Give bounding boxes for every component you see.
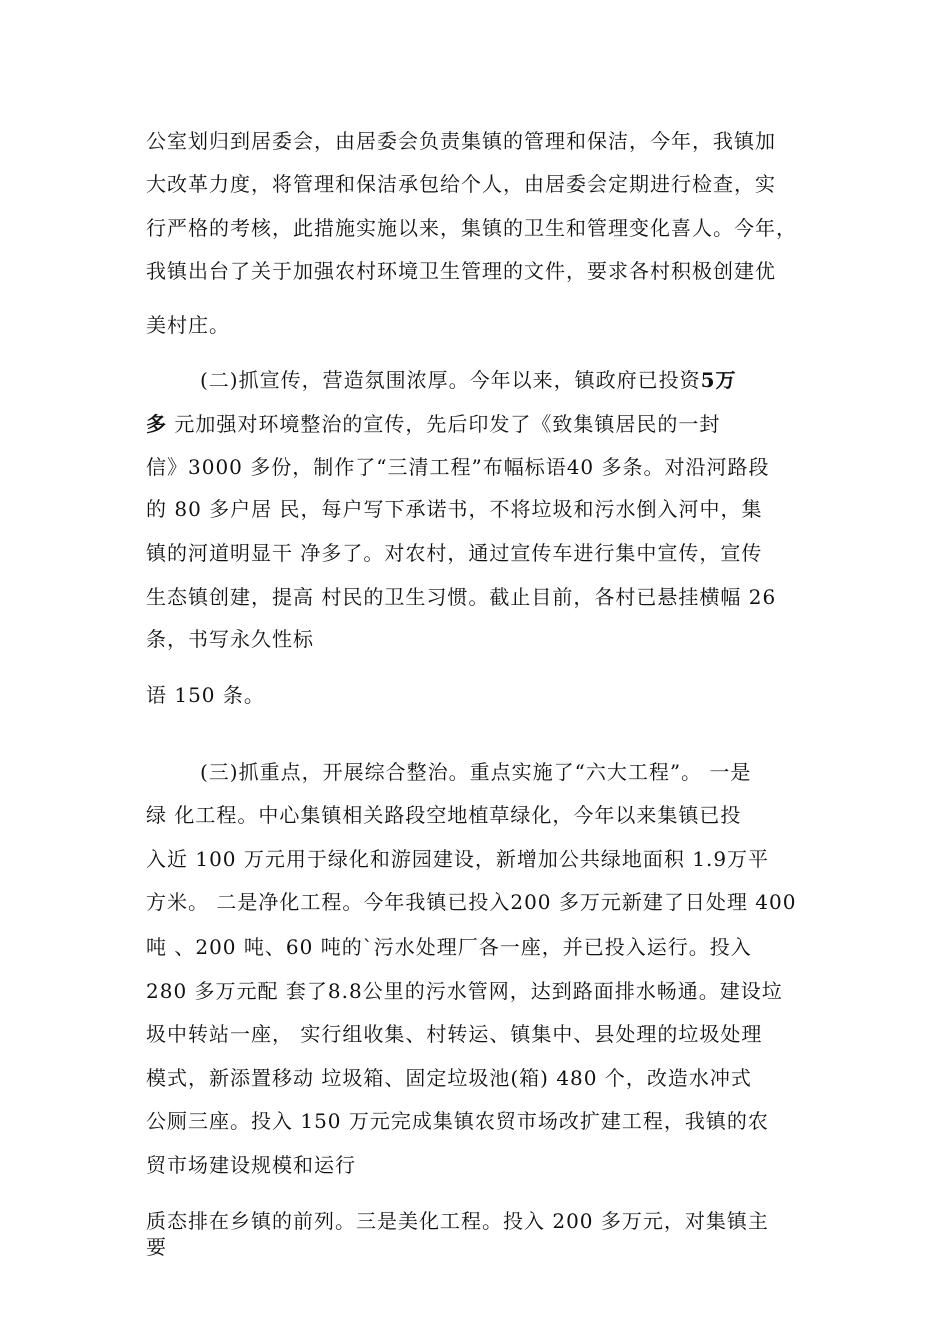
paragraph-2-start [200,368,737,392]
text-line: 模式，新添置移动 垃圾箱、固定垃圾池(箱) 480 个，改造水冲式 [146,1066,752,1090]
text-line: 美村庄。 [146,313,230,337]
text-line: 入近 100 万元用于绿化和游园建设，新增加公共绿地面积 1.9万平 [146,847,770,871]
text-line: 条，书写永久性标 [146,627,314,651]
text-segment: (二)抓宣传，营造氛围浓厚。今年以来，镇政府已投资 [200,368,701,392]
amount-highlight: 多 [146,412,167,436]
text-line: 吨 、200 吨、60 吨的`污水处理厂各一座，并已投入运行。投入 [146,935,752,959]
text-line: 公厕三座。投入 150 万元完成集镇农贸市场改扩建工程，我镇的农 [146,1109,769,1133]
text-line: 贸市场建设规模和运行 [146,1153,356,1177]
text-line: 公室划归到居委会，由居委会负责集镇的管理和保洁，今年，我镇加 [146,129,776,153]
text-line: 信》3000 多份，制作了“三清工程”布幅标语40 多条。对沿河路段 [146,455,770,479]
text-line: 大改革力度，将管理和保洁承包给个人，由居委会定期进行检查，实 [146,172,776,196]
paragraph-3-start: (三)抓重点，开展综合整治。重点实施了“六大工程”。 一是 [200,760,752,784]
text-line [146,412,720,436]
text-segment: 元加强对环境整治的宣传，先后印发了《致集镇居民的一封 [174,412,721,436]
text-line: 语 150 条。 [146,683,265,707]
text-line: 镇的河道明显干 净多了。对农村，通过宣传车进行集中宣传，宣传 [146,541,763,565]
text-line: 圾中转站一座， 实行组收集、村转运、镇集中、县处理的垃圾处理 [146,1022,763,1046]
text-line: 要 [146,1235,167,1259]
text-line: 生态镇创建，提高 村民的卫生习惯。截止目前，各村已悬挂横幅 26 [146,585,777,609]
text-line: 的 80 多户居 民，每户写下承诺书，不将垃圾和污水倒入河中，集 [146,497,763,521]
amount-highlight: 5万 [700,368,737,392]
text-line: 我镇出台了关于加强农村环境卫生管理的文件，要求各村积极创建优 [146,259,776,283]
text-line: 行严格的考核，此措施实施以来，集镇的卫生和管理变化喜人。今年， [146,216,797,240]
text-line: 绿 化工程。中心集镇相关路段空地植草绿化，今年以来集镇已投 [146,803,742,827]
text-line: 质态排在乡镇的前列。三是美化工程。投入 200 多万元，对集镇主 [146,1209,769,1233]
text-line: 280 多万元配 套了8.8公里的污水管网，达到路面排水畅通。建设垃 [146,979,783,1003]
text-line: 方米。 二是净化工程。今年我镇已投入200 多万元新建了日处理 400 [146,890,797,914]
